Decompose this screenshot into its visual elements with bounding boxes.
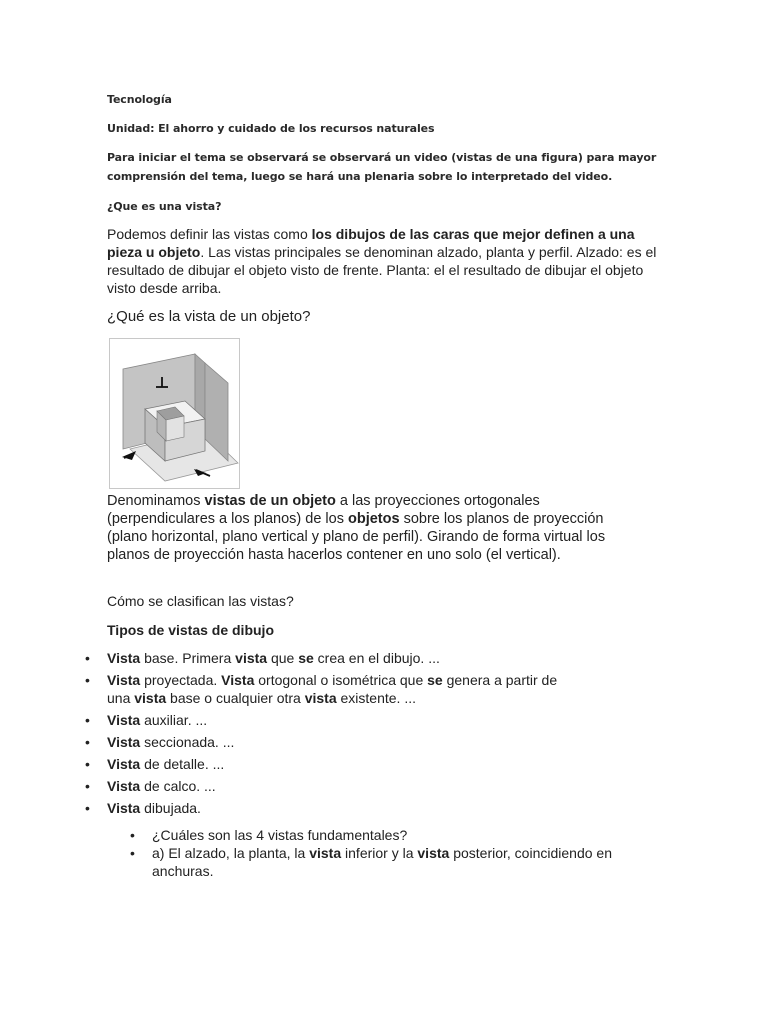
item-text: base. Primera bbox=[140, 650, 236, 666]
term: se bbox=[298, 650, 314, 666]
item-text: genera a partir de bbox=[442, 672, 558, 688]
object-view-line-4: planos de proyección hasta hacerlos contener en uno solo (el vertical). bbox=[107, 547, 561, 563]
item-text: posterior, coincidiendo en bbox=[449, 845, 612, 861]
definition-line-1 bbox=[107, 225, 667, 243]
definition-bold-2: pieza u objeto bbox=[107, 244, 201, 260]
list-item bbox=[85, 755, 667, 777]
term: se bbox=[427, 672, 443, 688]
definition-text-2: . Las vistas principales se denominan alzado, planta y perfil. Alzado: es el bbox=[200, 244, 657, 260]
bullet: • bbox=[85, 734, 90, 750]
object-view-line-2 bbox=[107, 510, 667, 528]
object-view-line-1 bbox=[107, 492, 667, 510]
ov-text: sobre los planos de proyección bbox=[399, 511, 604, 527]
intro-line-2: comprensión del tema, luego se hará una plenaria sobre lo interpretado del video. bbox=[107, 170, 613, 183]
unit-title: Unidad: El ahorro y cuidado de los recursos naturales bbox=[107, 122, 435, 135]
list-item bbox=[85, 711, 667, 733]
definition-text: Podemos definir las vistas como bbox=[107, 226, 312, 242]
isometric-views-figure bbox=[109, 338, 240, 489]
question-heading: ¿Que es una vista? bbox=[107, 200, 222, 213]
term: Vista bbox=[107, 734, 141, 750]
term: Vista bbox=[107, 778, 141, 794]
ov-text: (perpendiculares a los planos) de los bbox=[107, 511, 348, 527]
bullet: • bbox=[85, 778, 90, 794]
types-heading: Tipos de vistas de dibujo bbox=[107, 622, 274, 638]
item-text: crea en el dibujo. ... bbox=[313, 650, 440, 666]
term: vista bbox=[134, 690, 167, 706]
definition-line-3: resultado de dibujar el objeto visto de frente. Planta: el el resultado de dibujar el objeto bbox=[107, 262, 644, 278]
classification-question: Cómo se clasifican las vistas? bbox=[107, 593, 294, 609]
list-item bbox=[85, 649, 667, 671]
item-text: de calco. ... bbox=[140, 778, 216, 794]
bullet: • bbox=[85, 712, 90, 728]
definition-line-2 bbox=[107, 243, 667, 261]
item-text: de detalle. ... bbox=[140, 756, 225, 772]
item-text: anchuras. bbox=[152, 863, 214, 879]
bullet: • bbox=[85, 650, 90, 666]
bullet: • bbox=[130, 845, 135, 861]
item-text: que bbox=[267, 650, 299, 666]
item-text: existente. ... bbox=[336, 690, 416, 706]
term: vista bbox=[417, 845, 450, 861]
list-item bbox=[85, 777, 667, 799]
bullet: • bbox=[85, 756, 90, 772]
fundamental-list bbox=[130, 826, 672, 880]
term: vista bbox=[235, 650, 268, 666]
item-text: base o cualquier otra bbox=[166, 690, 305, 706]
item-text: a) El alzado, la planta, la bbox=[152, 845, 310, 861]
item-text: una bbox=[107, 690, 135, 706]
definition-line-4: visto desde arriba. bbox=[107, 280, 222, 296]
ov-bold: vistas de un objeto bbox=[204, 493, 336, 509]
subject-title: Tecnología bbox=[107, 93, 172, 106]
term: Vista bbox=[107, 650, 141, 666]
ov-bold: objetos bbox=[348, 511, 400, 527]
term: Vista bbox=[107, 756, 141, 772]
item-text: inferior y la bbox=[341, 845, 418, 861]
item-text: proyectada. bbox=[140, 672, 222, 688]
ov-text: a las proyecciones ortogonales bbox=[335, 493, 540, 509]
isometric-drawing bbox=[110, 339, 239, 488]
definition-bold: los dibujos de las caras que mejor definen a una bbox=[311, 226, 635, 242]
definition-paragraph bbox=[107, 225, 667, 297]
bullet: • bbox=[130, 827, 135, 843]
list-item bbox=[85, 799, 667, 821]
item-text: dibujada. bbox=[140, 800, 201, 816]
term: vista bbox=[309, 845, 342, 861]
intro-line-1: Para iniciar el tema se observará se observará un video (vistas de una figura) para mayor bbox=[107, 151, 657, 164]
list-item bbox=[85, 671, 667, 711]
item-text: auxiliar. ... bbox=[140, 712, 208, 728]
item-text: ¿Cuáles son las 4 vistas fundamentales? bbox=[152, 827, 408, 843]
list-item bbox=[130, 826, 672, 844]
object-view-line-3: (plano horizontal, plano vertical y plano de perfil). Girando de forma virtual los bbox=[107, 529, 606, 545]
term: Vista bbox=[107, 800, 141, 816]
list-item bbox=[85, 733, 667, 755]
item-text: ortogonal o isométrica que bbox=[254, 672, 428, 688]
list-item bbox=[130, 844, 672, 880]
term: Vista bbox=[221, 672, 255, 688]
ov-text: Denominamos bbox=[107, 493, 205, 509]
object-view-paragraph bbox=[107, 492, 667, 564]
view-types-list bbox=[85, 649, 667, 821]
item-text: seccionada. ... bbox=[140, 734, 235, 750]
bullet: • bbox=[85, 672, 90, 688]
term: Vista bbox=[107, 712, 141, 728]
object-view-heading: ¿Qué es la vista de un objeto? bbox=[107, 308, 311, 325]
bullet: • bbox=[85, 800, 90, 816]
term: Vista bbox=[107, 672, 141, 688]
term: vista bbox=[304, 690, 337, 706]
